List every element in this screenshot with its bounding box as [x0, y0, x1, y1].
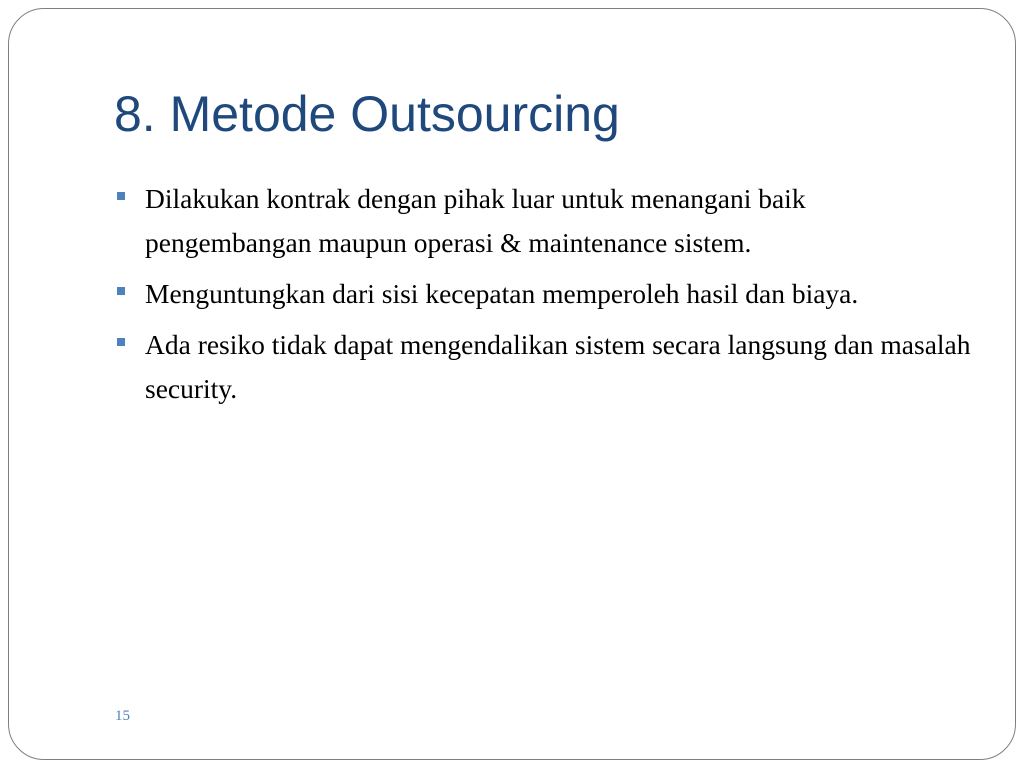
- bullet-item: [117, 272, 977, 316]
- square-bullet-icon: [117, 192, 125, 200]
- bullet-text: Ada resiko tidak dapat mengendalikan sistem secara langsung dan masalah security.: [145, 329, 971, 404]
- square-bullet-icon: [117, 338, 125, 346]
- bullet-item: [117, 323, 977, 411]
- page-number: 15: [115, 708, 130, 724]
- slide-title: 8. Metode Outsourcing: [114, 86, 620, 142]
- bullet-item: [117, 177, 977, 265]
- bullet-text: Dilakukan kontrak dengan pihak luar untuk menangani baik pengembangan maupun operasi & maintenance sistem.: [145, 183, 806, 258]
- slide-frame: [8, 8, 1016, 760]
- bullet-text: Menguntungkan dari sisi kecepatan memperoleh hasil dan biaya.: [145, 278, 859, 309]
- bullet-list: [117, 177, 977, 418]
- square-bullet-icon: [117, 287, 125, 295]
